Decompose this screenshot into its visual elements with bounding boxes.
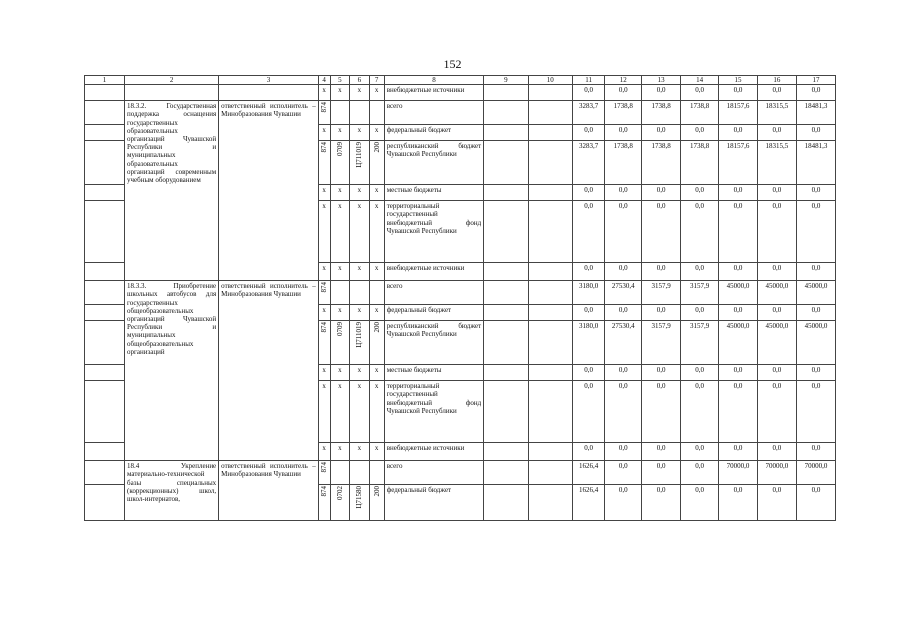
empty-cell xyxy=(528,141,572,185)
gr-code-cell: х xyxy=(318,125,330,141)
section-code-cell xyxy=(330,321,349,365)
value-cell: 0,0 xyxy=(642,461,681,485)
table-row xyxy=(85,461,836,485)
gr-code-cell: х xyxy=(318,381,330,443)
funding-source-cell: всего xyxy=(384,461,484,485)
funding-source-cell: внебюджетные источники xyxy=(384,263,484,281)
expense-code-cell: х xyxy=(369,443,384,461)
value-cell: 0,0 xyxy=(642,485,681,521)
value-cell: 0,0 xyxy=(572,263,604,281)
expense-code-cell: х xyxy=(369,381,384,443)
empty-cell xyxy=(528,305,572,321)
empty-cell xyxy=(219,85,319,101)
value-cell: 0,0 xyxy=(719,201,758,263)
section-code-cell: х xyxy=(330,443,349,461)
value-cell: 0,0 xyxy=(572,305,604,321)
value-cell: 18481,3 xyxy=(796,101,835,125)
empty-cell xyxy=(484,321,528,365)
expense-code-cell xyxy=(369,281,384,305)
value-cell: 0,0 xyxy=(757,125,796,141)
value-cell: 0,0 xyxy=(681,305,719,321)
value-cell: 0,0 xyxy=(757,485,796,521)
value-cell: 45000,0 xyxy=(796,321,835,365)
empty-cell xyxy=(528,485,572,521)
measure-name-cell: 18.3.2. Государственная поддержка оснащения государственных образовательных организаций Чувашской Республики и муниципальных образовательных организаций современным учебным оборудованием xyxy=(125,101,219,281)
value-cell: 0,0 xyxy=(757,201,796,263)
value-cell: 45000,0 xyxy=(719,321,758,365)
gr-code-cell-text: 874 xyxy=(320,486,329,497)
section-code-cell xyxy=(330,485,349,521)
section-code-cell-text: 0709 xyxy=(335,142,344,157)
empty-cell xyxy=(85,141,125,185)
funding-source-cell: республиканский бюджет Чувашской Республики xyxy=(384,141,484,185)
value-cell: 0,0 xyxy=(757,381,796,443)
value-cell: 18157,6 xyxy=(719,141,758,185)
executor-cell: ответственный исполнитель – Минобразования Чувашии xyxy=(219,101,319,281)
value-cell: 1738,8 xyxy=(605,101,642,125)
empty-cell xyxy=(85,281,125,305)
value-cell: 0,0 xyxy=(572,185,604,201)
empty-cell xyxy=(484,141,528,185)
gr-code-cell: х xyxy=(318,365,330,381)
value-cell: 0,0 xyxy=(605,485,642,521)
section-code-cell: х xyxy=(330,381,349,443)
value-cell: 27530,4 xyxy=(605,321,642,365)
value-cell: 1626,4 xyxy=(572,485,604,521)
funding-source-cell: территориальный государственный внебюджетный фонд Чувашской Республики xyxy=(384,381,484,443)
empty-cell xyxy=(528,101,572,125)
value-cell: 45000,0 xyxy=(757,321,796,365)
value-cell: 0,0 xyxy=(642,443,681,461)
gr-code-cell-text: 874 xyxy=(320,102,329,113)
target-code-cell xyxy=(350,321,369,365)
gr-code-cell-text: 874 xyxy=(320,462,329,473)
column-number-cell: 14 xyxy=(681,76,719,85)
value-cell: 3157,9 xyxy=(681,321,719,365)
value-cell: 0,0 xyxy=(681,85,719,101)
budget-table-body xyxy=(85,76,836,521)
empty-cell xyxy=(85,365,125,381)
value-cell: 0,0 xyxy=(605,305,642,321)
value-cell: 70000,0 xyxy=(719,461,758,485)
section-code-cell-text: 0709 xyxy=(335,322,344,337)
value-cell: 0,0 xyxy=(605,365,642,381)
column-number-cell: 4 xyxy=(318,76,330,85)
column-number-cell: 12 xyxy=(605,76,642,85)
value-cell: 0,0 xyxy=(572,381,604,443)
empty-cell xyxy=(484,281,528,305)
gr-code-cell: х xyxy=(318,305,330,321)
section-code-cell: х xyxy=(330,201,349,263)
value-cell: 0,0 xyxy=(681,185,719,201)
section-code-cell: х xyxy=(330,185,349,201)
value-cell: 0,0 xyxy=(719,443,758,461)
value-cell: 1738,8 xyxy=(681,101,719,125)
section-code-cell xyxy=(330,281,349,305)
value-cell: 0,0 xyxy=(605,185,642,201)
empty-cell xyxy=(85,185,125,201)
expense-code-cell xyxy=(369,141,384,185)
target-code-cell: х xyxy=(350,381,369,443)
empty-cell xyxy=(528,321,572,365)
empty-cell xyxy=(85,125,125,141)
column-number-cell: 3 xyxy=(219,76,319,85)
value-cell: 18315,5 xyxy=(757,101,796,125)
value-cell: 0,0 xyxy=(757,365,796,381)
section-code-cell: х xyxy=(330,263,349,281)
target-code-cell: х xyxy=(350,263,369,281)
value-cell: 0,0 xyxy=(681,201,719,263)
gr-code-cell xyxy=(318,101,330,125)
target-code-cell-text: Ц71580 xyxy=(355,486,364,509)
section-code-cell xyxy=(330,101,349,125)
value-cell: 0,0 xyxy=(572,125,604,141)
expense-code-cell xyxy=(369,321,384,365)
target-code-cell xyxy=(350,461,369,485)
target-code-cell xyxy=(350,485,369,521)
empty-cell xyxy=(528,461,572,485)
expense-code-cell xyxy=(369,101,384,125)
empty-cell xyxy=(85,485,125,521)
column-number-cell: 13 xyxy=(642,76,681,85)
empty-cell xyxy=(484,381,528,443)
table-row xyxy=(85,101,836,125)
column-number-cell: 2 xyxy=(125,76,219,85)
value-cell: 0,0 xyxy=(642,263,681,281)
expense-code-cell-text: 200 xyxy=(372,486,381,497)
value-cell: 3157,9 xyxy=(642,281,681,305)
measure-name-cell: 18.3.3. Приобретение школьных автобусов для государственных общеобразовательных организаций Чувашской Республики и муниципальных общеобразовательных организаций xyxy=(125,281,219,461)
value-cell: 0,0 xyxy=(605,125,642,141)
value-cell: 0,0 xyxy=(719,485,758,521)
column-number-cell: 8 xyxy=(384,76,484,85)
value-cell: 0,0 xyxy=(796,443,835,461)
value-cell: 0,0 xyxy=(681,125,719,141)
empty-cell xyxy=(528,85,572,101)
value-cell: 0,0 xyxy=(719,85,758,101)
value-cell: 0,0 xyxy=(796,185,835,201)
table-row xyxy=(85,85,836,101)
empty-cell xyxy=(484,305,528,321)
value-cell: 0,0 xyxy=(719,185,758,201)
target-code-cell: х xyxy=(350,201,369,263)
expense-code-cell-text: 200 xyxy=(372,322,381,333)
value-cell: 3180,0 xyxy=(572,321,604,365)
value-cell: 0,0 xyxy=(572,443,604,461)
value-cell: 0,0 xyxy=(605,381,642,443)
value-cell: 0,0 xyxy=(757,85,796,101)
funding-source-cell: внебюджетные источники xyxy=(384,85,484,101)
section-code-cell: х xyxy=(330,85,349,101)
value-cell: 1738,8 xyxy=(681,141,719,185)
value-cell: 18157,6 xyxy=(719,101,758,125)
value-cell: 1738,8 xyxy=(605,141,642,185)
column-number-cell: 6 xyxy=(350,76,369,85)
expense-code-cell: х xyxy=(369,365,384,381)
gr-code-cell: х xyxy=(318,263,330,281)
value-cell: 3157,9 xyxy=(681,281,719,305)
gr-code-cell-text: 874 xyxy=(320,322,329,333)
value-cell: 0,0 xyxy=(681,443,719,461)
gr-code-cell xyxy=(318,321,330,365)
target-code-cell xyxy=(350,281,369,305)
funding-source-cell: территориальный государственный внебюджетный фонд Чувашской Республики xyxy=(384,201,484,263)
empty-cell xyxy=(484,201,528,263)
value-cell: 0,0 xyxy=(719,381,758,443)
target-code-cell-text: Ц711019 xyxy=(355,322,364,348)
value-cell: 0,0 xyxy=(757,305,796,321)
value-cell: 1738,8 xyxy=(642,101,681,125)
expense-code-cell xyxy=(369,461,384,485)
expense-code-cell: х xyxy=(369,185,384,201)
value-cell: 0,0 xyxy=(796,365,835,381)
value-cell: 0,0 xyxy=(642,201,681,263)
expense-code-cell xyxy=(369,485,384,521)
executor-cell: ответственный исполнитель – Минобразования Чувашии xyxy=(219,461,319,521)
value-cell: 3180,0 xyxy=(572,281,604,305)
gr-code-cell xyxy=(318,485,330,521)
expense-code-cell: х xyxy=(369,125,384,141)
empty-cell xyxy=(484,485,528,521)
column-number-cell: 16 xyxy=(757,76,796,85)
value-cell: 0,0 xyxy=(572,365,604,381)
value-cell: 3283,7 xyxy=(572,101,604,125)
value-cell: 0,0 xyxy=(796,381,835,443)
target-code-cell xyxy=(350,101,369,125)
value-cell: 1738,8 xyxy=(642,141,681,185)
value-cell: 0,0 xyxy=(572,85,604,101)
value-cell: 0,0 xyxy=(796,305,835,321)
value-cell: 0,0 xyxy=(796,125,835,141)
value-cell: 45000,0 xyxy=(757,281,796,305)
value-cell: 0,0 xyxy=(719,305,758,321)
column-number-cell: 15 xyxy=(719,76,758,85)
expense-code-cell: х xyxy=(369,305,384,321)
value-cell: 18481,3 xyxy=(796,141,835,185)
target-code-cell: х xyxy=(350,185,369,201)
value-cell: 0,0 xyxy=(642,365,681,381)
value-cell: 0,0 xyxy=(681,263,719,281)
empty-cell xyxy=(85,443,125,461)
value-cell: 0,0 xyxy=(719,263,758,281)
gr-code-cell xyxy=(318,141,330,185)
value-cell: 1626,4 xyxy=(572,461,604,485)
funding-source-cell: местные бюджеты xyxy=(384,365,484,381)
value-cell: 0,0 xyxy=(642,125,681,141)
funding-source-cell: федеральный бюджет xyxy=(384,125,484,141)
value-cell: 0,0 xyxy=(605,263,642,281)
empty-cell xyxy=(85,461,125,485)
value-cell: 0,0 xyxy=(681,461,719,485)
gr-code-cell-text: 874 xyxy=(320,282,329,293)
gr-code-cell: х xyxy=(318,201,330,263)
value-cell: 0,0 xyxy=(757,185,796,201)
measure-name-cell: 18.4 Укрепление материально-технической базы специальных (коррекционных) школ, школ-интернатов, xyxy=(125,461,219,521)
value-cell: 70000,0 xyxy=(796,461,835,485)
empty-cell xyxy=(528,125,572,141)
empty-cell xyxy=(528,201,572,263)
empty-cell xyxy=(484,85,528,101)
value-cell: 45000,0 xyxy=(796,281,835,305)
empty-cell xyxy=(484,125,528,141)
value-cell: 0,0 xyxy=(605,201,642,263)
funding-source-cell: всего xyxy=(384,101,484,125)
value-cell: 0,0 xyxy=(681,381,719,443)
empty-cell xyxy=(528,381,572,443)
funding-source-cell: федеральный бюджет xyxy=(384,305,484,321)
value-cell: 0,0 xyxy=(642,85,681,101)
target-code-cell: х xyxy=(350,365,369,381)
target-code-cell: х xyxy=(350,85,369,101)
column-number-cell: 9 xyxy=(484,76,528,85)
empty-cell xyxy=(484,461,528,485)
empty-cell xyxy=(484,365,528,381)
value-cell: 0,0 xyxy=(605,85,642,101)
value-cell: 0,0 xyxy=(796,263,835,281)
value-cell: 0,0 xyxy=(681,485,719,521)
target-code-cell: х xyxy=(350,125,369,141)
value-cell: 0,0 xyxy=(605,443,642,461)
empty-cell xyxy=(85,381,125,443)
section-code-cell: х xyxy=(330,125,349,141)
empty-cell xyxy=(528,281,572,305)
value-cell: 3157,9 xyxy=(642,321,681,365)
expense-code-cell: х xyxy=(369,201,384,263)
gr-code-cell xyxy=(318,281,330,305)
value-cell: 0,0 xyxy=(719,125,758,141)
column-number-cell: 1 xyxy=(85,76,125,85)
empty-cell xyxy=(85,201,125,263)
gr-code-cell: х xyxy=(318,185,330,201)
empty-cell xyxy=(125,85,219,101)
funding-source-cell: всего xyxy=(384,281,484,305)
gr-code-cell: х xyxy=(318,443,330,461)
column-number-cell: 17 xyxy=(796,76,835,85)
empty-cell xyxy=(85,321,125,365)
section-code-cell: х xyxy=(330,365,349,381)
section-code-cell xyxy=(330,461,349,485)
column-number-row xyxy=(85,76,836,85)
value-cell: 0,0 xyxy=(796,201,835,263)
expense-code-cell: х xyxy=(369,263,384,281)
funding-source-cell: местные бюджеты xyxy=(384,185,484,201)
section-code-cell-text: 0702 xyxy=(335,486,344,501)
empty-cell xyxy=(484,101,528,125)
value-cell: 3283,7 xyxy=(572,141,604,185)
budget-table xyxy=(84,75,836,521)
value-cell: 0,0 xyxy=(642,305,681,321)
column-number-cell: 10 xyxy=(528,76,572,85)
target-code-cell: х xyxy=(350,443,369,461)
value-cell: 0,0 xyxy=(796,85,835,101)
empty-cell xyxy=(85,85,125,101)
value-cell: 0,0 xyxy=(572,201,604,263)
empty-cell xyxy=(528,365,572,381)
empty-cell xyxy=(484,185,528,201)
funding-source-cell: республиканский бюджет Чувашской Республики xyxy=(384,321,484,365)
expense-code-cell-text: 200 xyxy=(372,142,381,153)
empty-cell xyxy=(85,101,125,125)
value-cell: 45000,0 xyxy=(719,281,758,305)
gr-code-cell xyxy=(318,461,330,485)
funding-source-cell: внебюджетные источники xyxy=(384,443,484,461)
table-row xyxy=(85,281,836,305)
empty-cell xyxy=(484,443,528,461)
empty-cell xyxy=(85,263,125,281)
target-code-cell xyxy=(350,141,369,185)
page-number: 152 xyxy=(443,57,462,71)
value-cell: 0,0 xyxy=(796,485,835,521)
empty-cell xyxy=(85,305,125,321)
value-cell: 0,0 xyxy=(642,381,681,443)
expense-code-cell: х xyxy=(369,85,384,101)
funding-source-cell: федеральный бюджет xyxy=(384,485,484,521)
value-cell: 0,0 xyxy=(605,461,642,485)
target-code-cell: х xyxy=(350,305,369,321)
value-cell: 27530,4 xyxy=(605,281,642,305)
column-number-cell: 5 xyxy=(330,76,349,85)
value-cell: 0,0 xyxy=(757,263,796,281)
empty-cell xyxy=(528,185,572,201)
column-number-cell: 7 xyxy=(369,76,384,85)
value-cell: 70000,0 xyxy=(757,461,796,485)
section-code-cell xyxy=(330,141,349,185)
empty-cell xyxy=(528,263,572,281)
gr-code-cell: х xyxy=(318,85,330,101)
value-cell: 0,0 xyxy=(681,365,719,381)
empty-cell xyxy=(528,443,572,461)
empty-cell xyxy=(484,263,528,281)
column-number-cell: 11 xyxy=(572,76,604,85)
value-cell: 18315,5 xyxy=(757,141,796,185)
target-code-cell-text: Ц711019 xyxy=(355,142,364,168)
gr-code-cell-text: 874 xyxy=(320,142,329,153)
value-cell: 0,0 xyxy=(642,185,681,201)
value-cell: 0,0 xyxy=(757,443,796,461)
executor-cell: ответственный исполнитель – Минобразования Чувашии xyxy=(219,281,319,461)
value-cell: 0,0 xyxy=(719,365,758,381)
section-code-cell: х xyxy=(330,305,349,321)
